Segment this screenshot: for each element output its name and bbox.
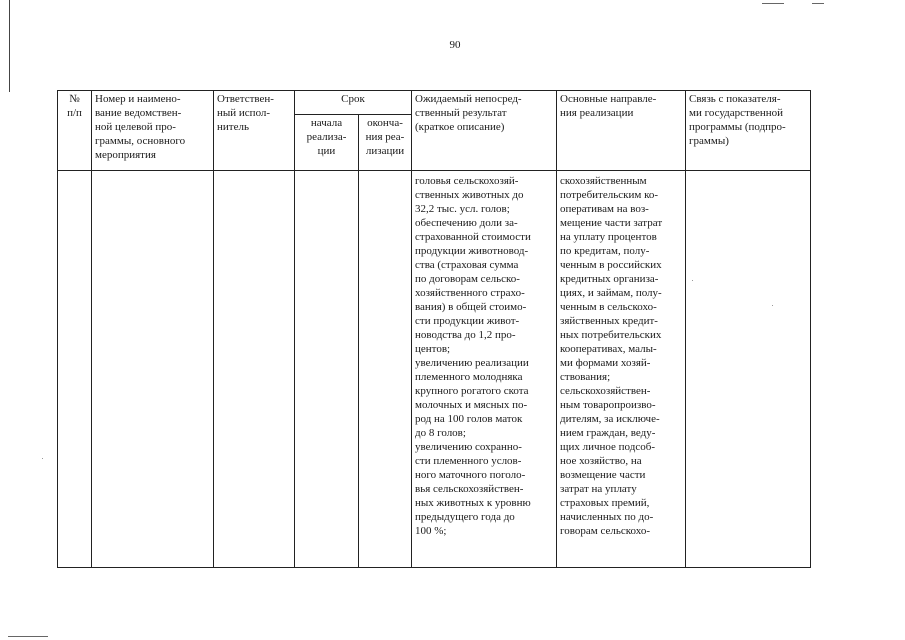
- header-executor: Ответствен- ный испол- нитель: [214, 91, 295, 171]
- cell-program-name: [92, 171, 214, 568]
- cell-num: [58, 171, 92, 568]
- header-directions: Основные направле- ния реализации: [557, 91, 686, 171]
- cell-period-start: [295, 171, 359, 568]
- cell-executor: [214, 171, 295, 568]
- table-header-row: [58, 91, 811, 115]
- top-right-scan-mark: [762, 3, 784, 4]
- header-program-name: Номер и наимено- вание ведомствен- ной целевой про- граммы, основного мероприятия: [92, 91, 214, 171]
- cell-expected-result: головья сельскохозяй- ственных животных до 32,2 тыс. усл. голов; обеспечению доли за- страхованной стоимости продукции животновод- ства (страховая сумма по договорам сельско- хозяйственного страхо- вания) в общей стоимо- сти продукции живот- новодства до 1,2 про- центов; увеличению реализации племенного молодняка крупного рогатого скота молочных и мясных по- род на 100 голов маток до 8 голов; увеличению сохранно- сти племенного услов- ного маточного поголо- вья сельскохозяйствен- ных животных к уровню предыдущего года до 100 %;: [412, 171, 557, 568]
- cell-directions: скохозяйственным потребительским ко- оперативам на воз- мещение части затрат на уплату процентов по кредитам, полу- ченным в российских кредитных организа- циях, и займам, полу- ченным в сельскохо- зяйственных кредит- ных потребительских кооперативах, малы- ми формами хозяй- ствования; сельскохозяйствен- ным товаропроизво- дителям, за исключе- нием граждан, веду- щих личное подсоб- ное хозяйство, на возмещение части затрат на уплату страховых премий, начисленных по до- говорам сельскохо-: [557, 171, 686, 568]
- program-table: [57, 90, 811, 568]
- cell-indicator-link: [686, 171, 811, 568]
- header-period-end: оконча- ния реа- лизации: [359, 115, 412, 171]
- top-right-scan-mark: [812, 3, 824, 4]
- header-period: Срок: [295, 91, 412, 115]
- left-margin-line: [9, 0, 10, 92]
- cell-period-end: [359, 171, 412, 568]
- header-num: № п/п: [58, 91, 92, 171]
- table-row: [58, 171, 811, 568]
- bottom-left-scan-mark: [8, 636, 48, 637]
- header-period-start: начала реализа- ции: [295, 115, 359, 171]
- page-number: 90: [449, 39, 461, 51]
- scan-dot: [42, 458, 43, 459]
- header-expected-result: Ожидаемый непосред- ственный результат (краткое описание): [412, 91, 557, 171]
- header-indicator-link: Связь с показателя- ми государственной программы (подпро- граммы): [686, 91, 811, 171]
